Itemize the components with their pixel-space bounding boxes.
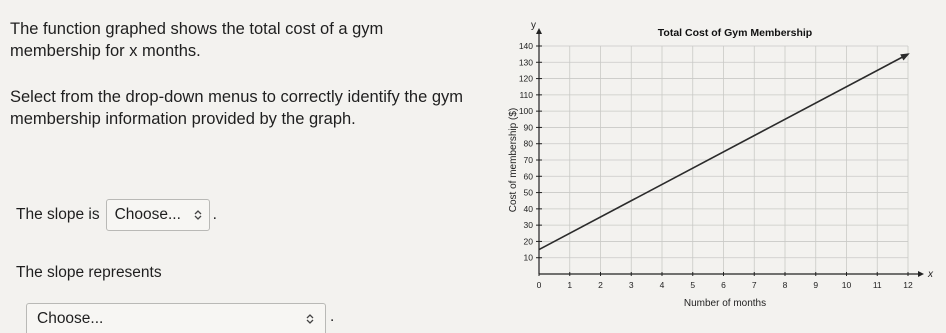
- x-tick-label: 11: [872, 280, 882, 290]
- y-tick-label: 90: [523, 122, 533, 133]
- y-tick-label: 140: [518, 41, 533, 51]
- y-tick-label: 100: [518, 106, 533, 117]
- slope-label: The slope is: [16, 206, 100, 223]
- y-axis-letter: y: [531, 20, 536, 31]
- y-tick-label: 20: [523, 236, 533, 247]
- x-tick-label: 9: [813, 280, 819, 290]
- x-tick-label: 10: [841, 280, 852, 290]
- y-tick-label: 60: [523, 171, 533, 182]
- represents-label: The slope represents: [16, 264, 162, 281]
- represents-dropdown-value: Choose...: [37, 309, 104, 327]
- represents-period: .: [330, 308, 335, 325]
- x-tick-label: 3: [628, 280, 634, 290]
- y-tick-label: 70: [523, 155, 533, 165]
- x-axis-letter: x: [928, 269, 933, 280]
- chart-title: Total Cost of Gym Membership: [657, 27, 813, 39]
- y-axis-arrow-icon: [536, 28, 542, 34]
- cost-chart: [490, 10, 940, 320]
- x-tick-label: 5: [690, 280, 696, 290]
- y-tick-label: 110: [519, 89, 533, 100]
- slope-row: [16, 199, 217, 231]
- y-tick-label: 30: [523, 220, 533, 231]
- updown-chevron-icon: [193, 209, 203, 221]
- x-axis-title: Number of months: [683, 298, 767, 309]
- y-tick-label: 120: [518, 73, 533, 84]
- question-instruction: Select from the drop-down menus to correctly identify the gym membership information provided by the graph.: [10, 88, 464, 128]
- x-tick-label: 2: [598, 280, 603, 290]
- x-tick-label: 8: [782, 280, 788, 290]
- slope-period: .: [212, 206, 217, 223]
- x-tick-label: 0: [536, 280, 542, 290]
- y-tick-label: 80: [523, 138, 533, 149]
- y-tick-label: 130: [518, 57, 533, 68]
- y-axis-title: Cost of membership ($): [508, 107, 519, 213]
- represents-dropdown[interactable]: [26, 303, 326, 333]
- slope-dropdown-value: Choose...: [114, 206, 181, 223]
- x-axis-arrow-icon: [918, 271, 924, 277]
- y-tick-label: 10: [523, 252, 533, 263]
- updown-chevron-icon: [305, 313, 315, 325]
- slope-dropdown[interactable]: [106, 199, 210, 231]
- x-tick-label: 7: [751, 280, 757, 290]
- y-tick-label: 40: [523, 203, 533, 214]
- y-tick-label: 50: [523, 187, 533, 198]
- x-tick-label: 12: [903, 280, 913, 290]
- x-tick-label: 6: [721, 280, 726, 290]
- x-tick-label: 1: [567, 280, 573, 290]
- question-intro: The function graphed shows the total cost of a gym membership for x months.: [10, 20, 384, 60]
- x-tick-label: 4: [659, 280, 665, 290]
